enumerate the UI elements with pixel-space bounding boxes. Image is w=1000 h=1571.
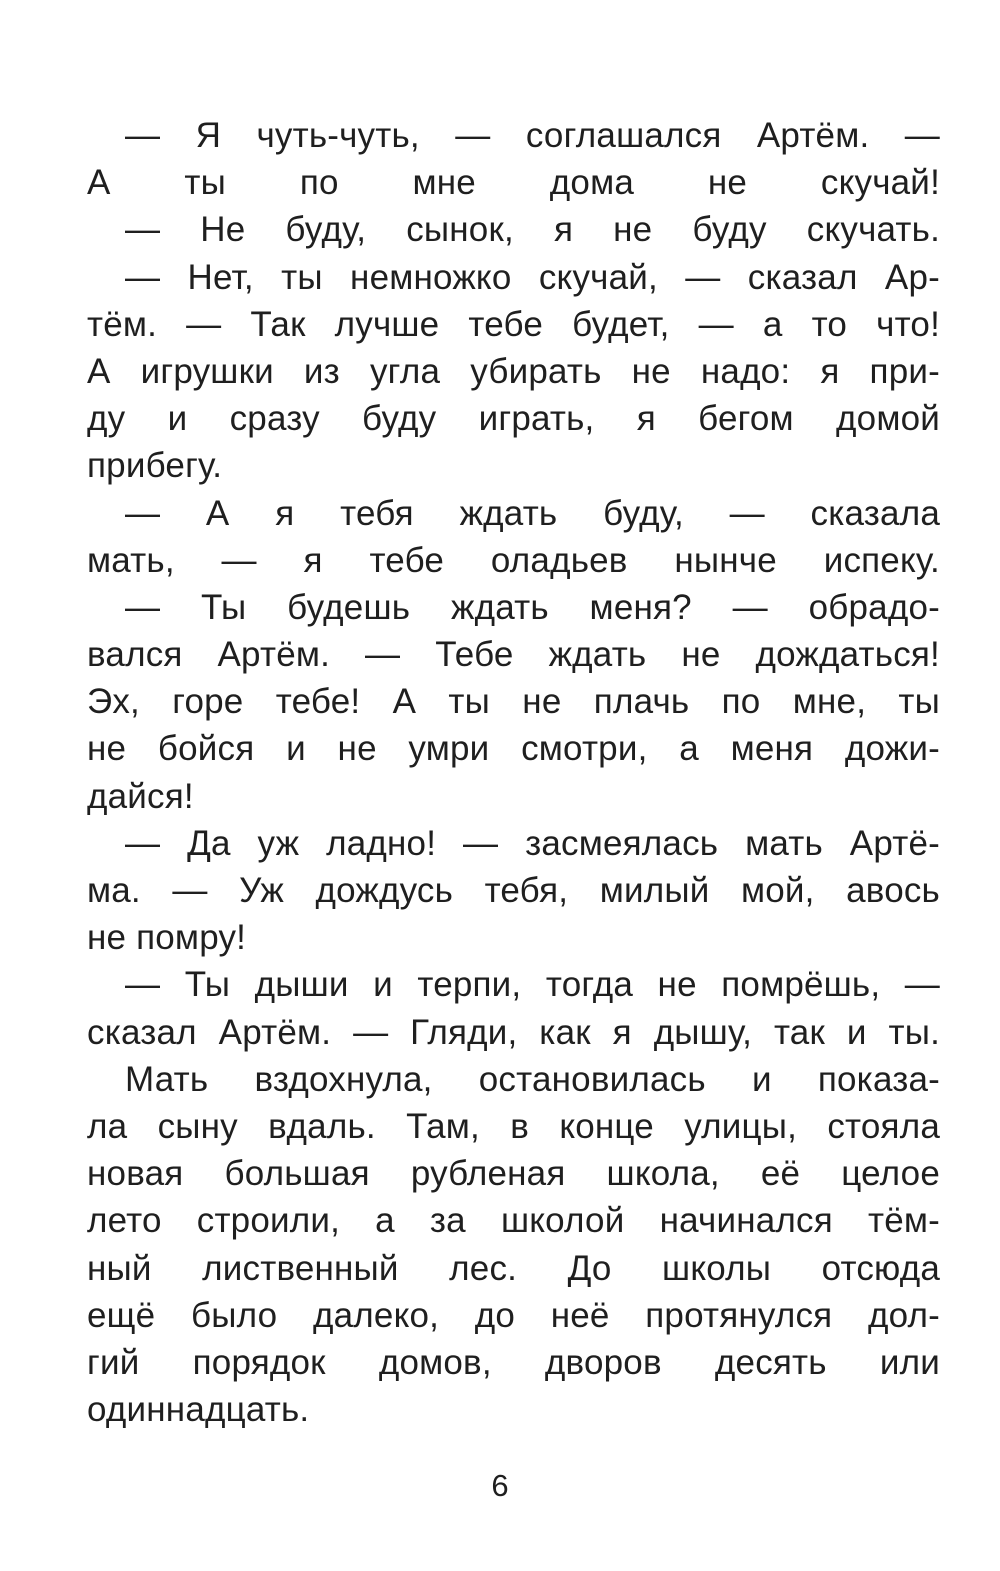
text-line: сказал Артём. — Гляди, как я дышу, так и ты. (87, 1012, 940, 1052)
text-line: дайся! (87, 776, 194, 816)
text-line: тём. — Так лучше тебе будет, — а то что! (87, 304, 940, 344)
body-text (87, 112, 940, 1433)
text-line: — А я тебя ждать буду, — сказала (125, 493, 940, 533)
text-line: мать, — я тебе оладьев нынче испеку. (87, 540, 940, 580)
text-line: — Не буду, сынок, я не буду скучать. (125, 210, 940, 250)
text-line: ма. — Уж дождусь тебя, милый мой, авось (87, 871, 940, 910)
text-line: гий порядок домов, дворов десять или (87, 1342, 940, 1382)
text-line: А игрушки из угла убирать не надо: я при- (87, 351, 940, 391)
text-line: вался Артём. — Тебе ждать не дождаться! (87, 635, 940, 675)
text-line: А ты по мне дома не скучай! (87, 163, 940, 203)
text-line: ещё было далеко, до неё протянулся дол- (87, 1295, 940, 1335)
text-line: — Ты дыши и терпи, тогда не помрёшь, — (125, 965, 940, 1005)
text-line: не помру! (87, 918, 247, 958)
text-line: ду и сразу буду играть, я бегом домой (87, 399, 940, 439)
text-line: — Ты будешь ждать меня? — обрадо- (125, 587, 940, 627)
text-line: — Я чуть-чуть, — соглашался Артём. — (125, 116, 940, 155)
text-line: ный лиственный лес. До школы отсюда (87, 1248, 940, 1288)
text-line: новая большая рубленая школа, её целое (87, 1154, 940, 1194)
text-line: прибегу. (87, 446, 223, 486)
text-line: Эх, горе тебе! А ты не плачь по мне, ты (87, 682, 940, 722)
text-line: ла сыну вдаль. Там, в конце улицы, стояла (87, 1106, 940, 1146)
page-number: 6 (491, 1468, 509, 1503)
text-line: — Да уж ладно! — засмеялась мать Артё- (125, 823, 940, 863)
text-line: — Нет, ты немножко скучай, — сказал Ар- (125, 257, 940, 297)
text-line: не бойся и не умри смотри, а меня дожи- (87, 729, 940, 769)
text-line: лето строили, а за школой начинался тём- (87, 1201, 940, 1241)
text-line: Мать вздохнула, остановилась и показа- (125, 1059, 940, 1099)
text-line: одиннадцать. (87, 1390, 310, 1430)
